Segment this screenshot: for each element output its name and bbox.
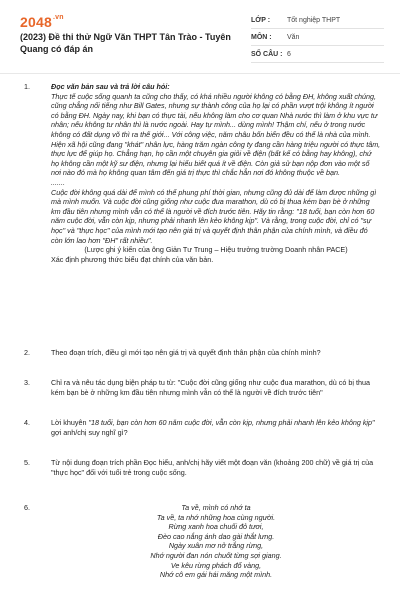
meta-label: LỚP : [251,16,271,24]
poem-line: Ve kêu rừng phách đổ vàng, [170,560,262,570]
site-logo[interactable] [20,14,64,30]
poem-line: Nhớ cô em gái hái măng một mình. [159,570,273,580]
poem-line: Nhớ người đan nón chuốt từng sợi giang. [150,550,282,560]
passage-paragraph: Cuộc đời không quá dài để mình có thể phung phí thời gian, nhưng cũng đủ dài để làm được những gì mà mình muốn. Và cuộc đời cũng giống như cuộc đua marathon, dù có bị thua kém bạn bè ở những km đầu tiên nhưng mình vẫn có thể là người về đích trước tiên. Hãy tin rằng: "18 tuổi, bạn còn hơn 60 năm cuộc đời, vẫn còn kịp, nhưng phải nhanh lên kẻo không kịp". Và rằng, trong cuộc đời, chỉ có "sự học" và "thực học" của mình mới tạo nên giá trị và quyết định thân phận của chính mình, và điều đó còn lớn lao hơn "ĐH" rất nhiều". [51,187,377,245]
question-prompt: Xác định phương thức biểu đạt chính của văn bản. [51,254,214,264]
question-text [51,418,381,437]
page-header [0,0,400,64]
poem-line: Đèo cao nắng ánh dao gài thắt lưng. [157,531,275,541]
meta-label: SỐ CÂU : [251,50,283,58]
header-divider [0,73,400,74]
question-number: 1. [24,82,30,91]
meta-value: Văn [287,33,300,41]
question-lead: Lời khuyên [51,418,89,427]
meta-value: 6 [287,50,291,58]
question-heading: Đọc văn bản sau và trả lời câu hỏi: [51,82,170,91]
meta-row-subject [251,29,384,46]
passage-paragraph: Thực tế cuộc sống quanh ta cũng cho thấy, có khá nhiều người không có bằng ĐH, không xuất chúng, cũng chẳng nổi tiếng như Bill Gates, nhưng sự thành công của họ lại có phần vượt trội không ít người có bằng ĐH. Ngày nay, khi bạn có thực tài, nếu không làm cho cơ quan Nhà nước thì làm ở khu vực tư nhân; nếu không tư nhân thì là nước ngoài. Hay tự mình... dùng mình! Thậm chí, nếu ở trong nước không có đất dụng võ thì ra thế giới... Với công việc, năm châu bốn biển đều có thể là nhà của mình. [51,91,378,139]
meta-row-class [251,12,384,29]
question-number: 6. [24,503,30,512]
question-text: Theo đoạn trích, điều gì mới tạo nên giá trị và quyết định thân phận của chính mình? [51,348,321,357]
meta-value: Tốt nghiệp THPT [287,16,341,24]
poem-line: Ta về, mình có nhớ ta [181,503,251,512]
poem-line: Ta về, ta nhớ những hoa cùng người. [156,512,276,522]
question-text: Từ nội dung đoạn trích phần Đọc hiểu, anh/chị hãy viết một đoạn văn (khoảng 200 chữ) về giá trị của "thực học" đối với tuổi trẻ trong cuộc sống. [51,458,374,477]
question-quote: "18 tuổi, bạn còn hơn 60 năm cuộc đời, vẫn còn kịp, nhưng phải nhanh lên kẻo không kịp" [88,418,375,427]
question-text: Chỉ ra và nêu tác dụng biện pháp tu từ: "Cuộc đời cũng giống như cuộc đua marathon, dù có bị thua kém bạn bè ở những km đầu tiên nhưng mình vẫn có thể là người về đích trước tiên" [51,378,370,397]
question-tail: gợi anh/chị suy nghĩ gì? [51,427,128,437]
poem [51,503,381,580]
question-number: 2. [24,348,30,357]
meta-row-question-count [251,46,384,63]
question-number: 4. [24,418,30,427]
exam-title: (2023) Đề thi thử Ngữ Văn THPT Tân Trào - Tuyên Quang có đáp án [20,32,231,54]
passage-source: (Lược ghi ý kiến của ông Giản Tư Trung – Hiệu trưởng trường Doanh nhân PACE) [84,245,348,255]
question-body [51,82,381,264]
poem-line: Rừng xanh hoa chuối đỏ tươi, [168,522,264,532]
logo-main: 2048 [20,14,52,30]
meta-label: MÔN : [251,33,272,41]
passage-ellipsis: ....... [51,177,65,187]
question-number: 5. [24,458,30,467]
poem-line: Ngày xuân mơ nở trắng rừng, [168,541,264,551]
question-number: 3. [24,378,30,387]
passage-paragraph: Hiện xã hội cũng đang "khát" nhân lực, hàng trăm ngàn công ty đang cần hàng triệu người có thực tâm, thực lực để giúp họ. Chẳng hạn, họ cần một chuyên gia giỏi về điện (bất kể có bằng hay không), chứ họ không cần một kỹ sư điện, nhưng lại hiểu biết quá ít về điện. Còn giả sử bạn nộp đơn vào một số nơi nào đó mà họ không quan tâm đến giá trị thực thì chắc hẳn nơi đó không thuộc về bạn. [51,139,381,178]
logo-sub: .vn [52,14,64,21]
exam-meta-table [251,12,384,63]
